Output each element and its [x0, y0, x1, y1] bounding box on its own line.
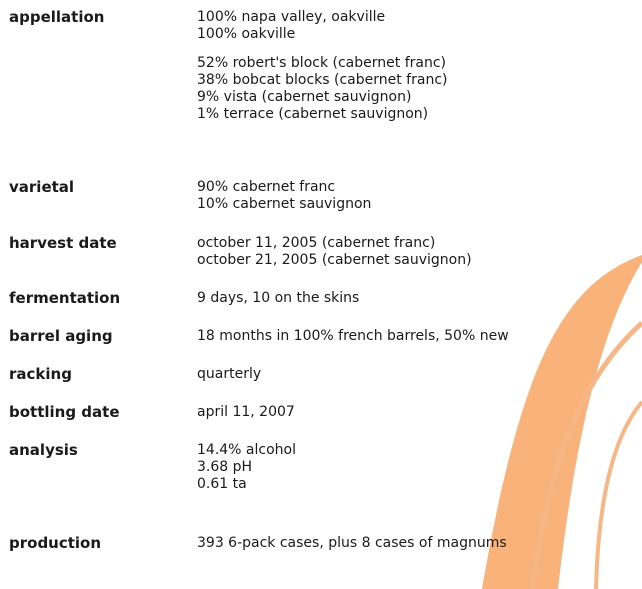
value-harvest-date — [197, 235, 472, 269]
value-line: quarterly — [197, 366, 262, 382]
value-line: 9% vista (cabernet sauvignon) — [197, 89, 412, 105]
value-line: 38% bobcat blocks (cabernet franc) — [197, 72, 448, 88]
label-racking: racking — [9, 365, 72, 383]
value-line: 100% napa valley, oakville — [197, 9, 386, 25]
label-production: production — [9, 534, 102, 552]
label-analysis: analysis — [9, 441, 78, 459]
value-line: october 11, 2005 (cabernet franc) — [197, 235, 436, 251]
value-line: october 21, 2005 (cabernet sauvignon) — [197, 252, 472, 268]
label-fermentation: fermentation — [9, 289, 121, 307]
value-line: 393 6-pack cases, plus 8 cases of magnums — [197, 535, 507, 551]
label-barrel-aging: barrel aging — [9, 327, 113, 345]
label-appellation: appellation — [9, 8, 105, 26]
label-bottling-date: bottling date — [9, 403, 120, 421]
label-varietal: varietal — [9, 178, 75, 196]
value-line: 52% robert's block (cabernet franc) — [197, 55, 446, 71]
value-line: april 11, 2007 — [197, 404, 295, 420]
value-line: 10% cabernet sauvignon — [197, 196, 372, 212]
value-line: 100% oakville — [197, 26, 296, 42]
value-line: 90% cabernet franc — [197, 179, 336, 195]
value-production — [197, 535, 507, 552]
value-bottling-date — [197, 404, 295, 421]
value-line: 9 days, 10 on the skins — [197, 290, 360, 306]
value-line: 18 months in 100% french barrels, 50% new — [197, 328, 509, 344]
value-line: 0.61 ta — [197, 476, 247, 492]
value-racking — [197, 366, 261, 383]
value-varietal — [197, 179, 371, 213]
value-fermentation — [197, 290, 359, 307]
value-appellation — [197, 9, 447, 123]
value-line: 3.68 pH — [197, 459, 253, 475]
value-line: 14.4% alcohol — [197, 442, 296, 458]
value-barrel-aging — [197, 328, 509, 345]
label-harvest-date: harvest date — [9, 234, 117, 252]
value-line: 1% terrace (cabernet sauvignon) — [197, 106, 429, 122]
value-analysis — [197, 442, 296, 493]
